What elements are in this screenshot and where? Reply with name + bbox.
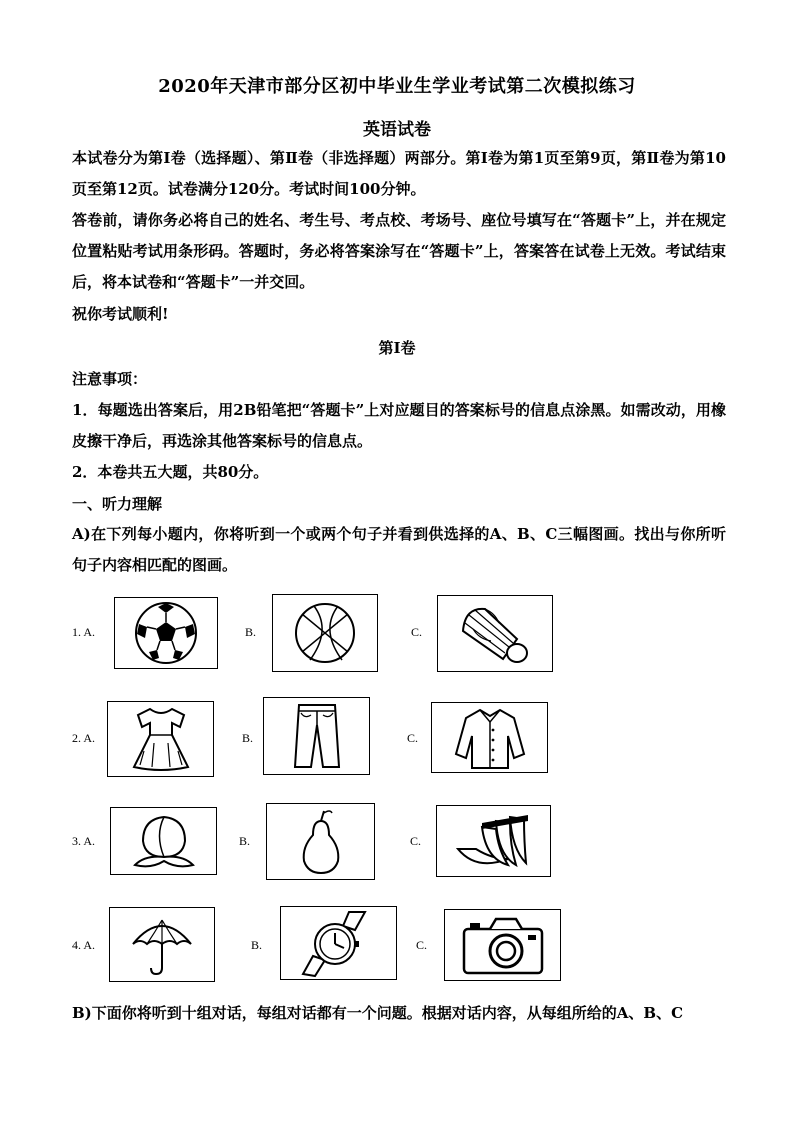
- bananas-icon: [436, 805, 551, 877]
- q1-label-c: C.: [411, 625, 423, 639]
- q2-label-b: B.: [242, 731, 254, 745]
- intro-paragraph-1: 本试卷分为第Ⅰ卷（选择题）、第Ⅱ卷（非选择题）两部分。第Ⅰ卷为第1页至第9页，第Ⅱ卷为第10页至第12页。试卷满分120分。考试时间100分钟。: [72, 149, 726, 198]
- basketball-icon: [272, 594, 378, 672]
- q3-label-c: C.: [410, 834, 422, 848]
- q4-label-b: B.: [251, 938, 263, 952]
- q2-label-c: C.: [407, 731, 419, 745]
- notes-title: 注意事项：: [72, 370, 148, 388]
- wristwatch-icon: [280, 906, 397, 980]
- note-1: 1．每题选出答案后，用2B铅笔把“答题卡”上对应题目的答案标号的信息点涂黑。如需改动，用橡皮擦干净后，再选涂其他答案标号的信息点。: [72, 401, 726, 450]
- q3-label-a: 3. A.: [72, 834, 96, 848]
- trousers-icon: [263, 697, 370, 775]
- section-a-instructions: A)在下列每小题内，你将听到一个或两个句子并看到供选择的A、B、C三幅图画。找出与你所听句子内容相匹配的图画。: [72, 525, 726, 574]
- part-title: 第Ⅰ卷: [378, 339, 416, 357]
- intro-paragraph-2: 答卷前，请你务必将自己的姓名、考生号、考点校、考场号、座位号填写在“答题卡”上，并在规定位置粘贴考试用条形码。答题时，务必将答案涂写在“答题卡”上，答案答在试卷上无效。考试结束后，将本试卷和“答题卡”一并交回。: [72, 211, 726, 291]
- q3-label-b: B.: [239, 834, 251, 848]
- q2-label-a: 2. A.: [72, 731, 96, 745]
- exam-title: 2020年天津市部分区初中毕业生学业考试第二次模拟练习: [158, 76, 636, 97]
- exam-subtitle: 英语试卷: [363, 120, 431, 140]
- section-title: 一、听力理解: [72, 495, 163, 513]
- camera-icon: [444, 909, 561, 981]
- section-b-instructions: B)下面你将听到十组对话，每组对话都有一个问题。根据对话内容，从每组所给的A、B、C: [72, 1004, 684, 1022]
- good-luck-line: 祝你考试顺利!: [72, 305, 169, 323]
- q1-label-a: 1. A.: [72, 625, 96, 639]
- pear-icon: [266, 803, 375, 880]
- dress-icon: [107, 701, 214, 777]
- umbrella-icon: [109, 907, 215, 982]
- q4-label-c: C.: [416, 938, 428, 952]
- shuttlecock-icon: [437, 595, 553, 672]
- q1-label-b: B.: [245, 625, 257, 639]
- peach-icon: [110, 807, 217, 875]
- note-2: 2．本卷共五大题，共80分。: [72, 463, 269, 481]
- shirt-icon: [431, 702, 548, 773]
- q4-label-a: 4. A.: [72, 938, 96, 952]
- soccer-ball-icon: [114, 597, 218, 669]
